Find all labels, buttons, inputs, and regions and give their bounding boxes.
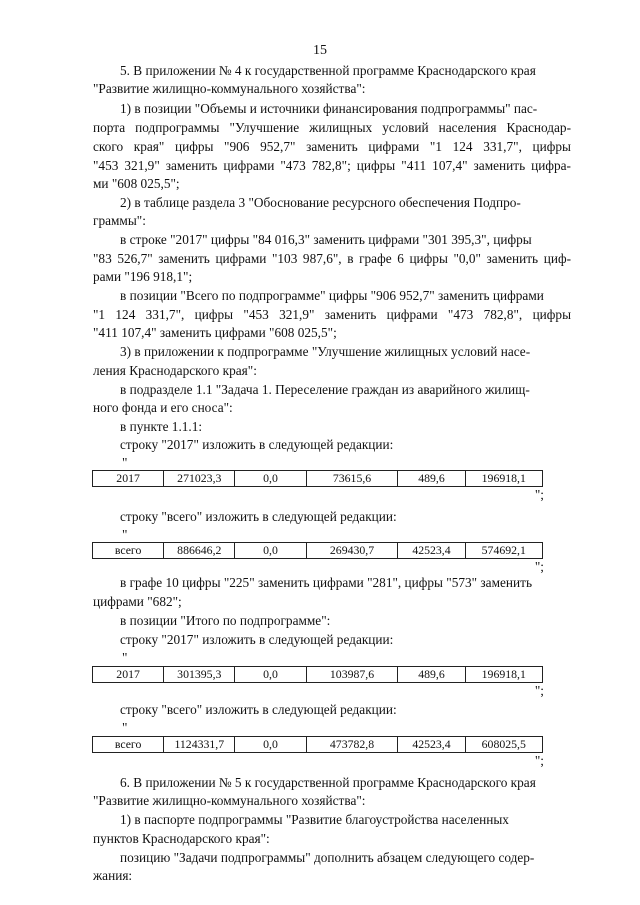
- paragraph-line: порта подпрограммы "Улучшение жилищных условий населения Краснодар-: [93, 120, 571, 135]
- paragraph-line: ми "608 025,5";: [93, 176, 180, 191]
- table-cell: 269430,7: [306, 543, 398, 559]
- paragraph-line: в позиции "Всего по подпрограмме" цифры "906 952,7" заменить цифрами: [120, 288, 544, 303]
- paragraph-line: "83 526,7" заменить цифрами "103 987,6", в графе 6 цифры "0,0" заменить циф-: [93, 251, 571, 266]
- paragraph-line: пунктов Краснодарского края":: [93, 831, 270, 846]
- paragraph-line: строку "всего" изложить в следующей редакции:: [120, 509, 397, 524]
- paragraph-line: строку "2017" изложить в следующей редакции:: [120, 437, 394, 452]
- paragraph-line: позицию "Задачи подпрограммы" дополнить абзацем следующего содер-: [120, 850, 535, 865]
- table-cell: 2017: [93, 471, 164, 487]
- paragraph-line: 6. В приложении № 5 к государственной программе Краснодарского края: [120, 775, 536, 790]
- table-cell: 301395,3: [164, 667, 235, 683]
- paragraph-line: "1 124 331,7", цифры "453 321,9" заменить цифрами "473 782,8", цифры: [93, 307, 571, 322]
- table-cell: 886646,2: [164, 543, 235, 559]
- page-number: 15: [313, 43, 327, 58]
- open-quote: ": [122, 650, 128, 665]
- paragraph-line: рами "196 918,1";: [93, 269, 193, 284]
- table-cell: 196918,1: [465, 667, 542, 683]
- table-cell: 103987,6: [306, 667, 398, 683]
- paragraph-line: ского края" цифры "906 952,7" заменить цифрами "1 124 331,7", цифры: [93, 139, 571, 154]
- paragraph-line: граммы":: [93, 213, 146, 228]
- table-cell: всего: [93, 543, 164, 559]
- paragraph-line: в позиции "Итого по подпрограмме":: [120, 613, 331, 628]
- paragraph-line: цифрами "682";: [93, 594, 182, 609]
- paragraph-line: 5. В приложении № 4 к государственной программе Краснодарского края: [120, 63, 536, 78]
- paragraph-line: жания:: [93, 868, 133, 883]
- table-cell: 608025,5: [465, 737, 542, 753]
- paragraph-line: строку "2017" изложить в следующей редакции:: [120, 632, 394, 647]
- paragraph-line: ления Краснодарского края":: [93, 363, 257, 378]
- table-cell: 0,0: [235, 737, 306, 753]
- paragraph-line: в строке "2017" цифры "84 016,3" заменить цифрами "301 395,3", цифры: [120, 232, 532, 247]
- table-cell: 489,6: [398, 667, 465, 683]
- table-cell: всего: [93, 737, 164, 753]
- table-cell: 196918,1: [465, 471, 542, 487]
- paragraph-line: строку "всего" изложить в следующей редакции:: [120, 702, 397, 717]
- paragraph-line: "411 107,4" заменить цифрами "608 025,5";: [93, 325, 337, 340]
- close-mark: ";: [534, 559, 544, 574]
- paragraph-line: 2) в таблице раздела 3 "Обоснование ресурсного обеспечения Подпро-: [120, 195, 521, 210]
- table-cell: 489,6: [398, 471, 465, 487]
- close-mark: ";: [534, 487, 544, 502]
- table-row-total-first: [92, 542, 543, 559]
- table-row-2017-total: [92, 666, 543, 683]
- paragraph-line: "453 321,9" заменить цифрами "473 782,8"; цифры "411 107,4" заменить цифра-: [93, 158, 571, 173]
- open-quote: ": [122, 527, 128, 542]
- close-mark: ";: [534, 753, 544, 768]
- paragraph-line: в подразделе 1.1 "Задача 1. Переселение граждан из аварийного жилищ-: [120, 382, 530, 397]
- table-cell: 271023,3: [164, 471, 235, 487]
- paragraph-line: "Развитие жилищно-коммунального хозяйства":: [93, 793, 366, 808]
- table-cell: 473782,8: [306, 737, 398, 753]
- table-cell: 42523,4: [398, 737, 465, 753]
- paragraph-line: 3) в приложении к подпрограмме "Улучшение жилищных условий насе-: [120, 344, 531, 359]
- table-row-total-total: [92, 736, 543, 753]
- table-cell: 0,0: [235, 471, 306, 487]
- open-quote: ": [122, 455, 128, 470]
- table-cell: 42523,4: [398, 543, 465, 559]
- paragraph-line: "Развитие жилищно-коммунального хозяйства":: [93, 81, 366, 96]
- table-cell: 574692,1: [465, 543, 542, 559]
- paragraph-line: 1) в паспорте подпрограммы "Развитие благоустройства населенных: [120, 812, 509, 827]
- table-cell: 1124331,7: [164, 737, 235, 753]
- open-quote: ": [122, 720, 128, 735]
- table-cell: 73615,6: [306, 471, 398, 487]
- table-cell: 2017: [93, 667, 164, 683]
- close-mark: ";: [534, 683, 544, 698]
- table-cell: 0,0: [235, 543, 306, 559]
- paragraph-line: в пункте 1.1.1:: [120, 419, 203, 434]
- paragraph-line: 1) в позиции "Объемы и источники финансирования подпрограммы" пас-: [120, 101, 538, 116]
- paragraph-line: ного фонда и его сноса":: [93, 400, 233, 415]
- table-cell: 0,0: [235, 667, 306, 683]
- paragraph-line: в графе 10 цифры "225" заменить цифрами "281", цифры "573" заменить: [120, 575, 533, 590]
- table-row-2017-first: [92, 470, 543, 487]
